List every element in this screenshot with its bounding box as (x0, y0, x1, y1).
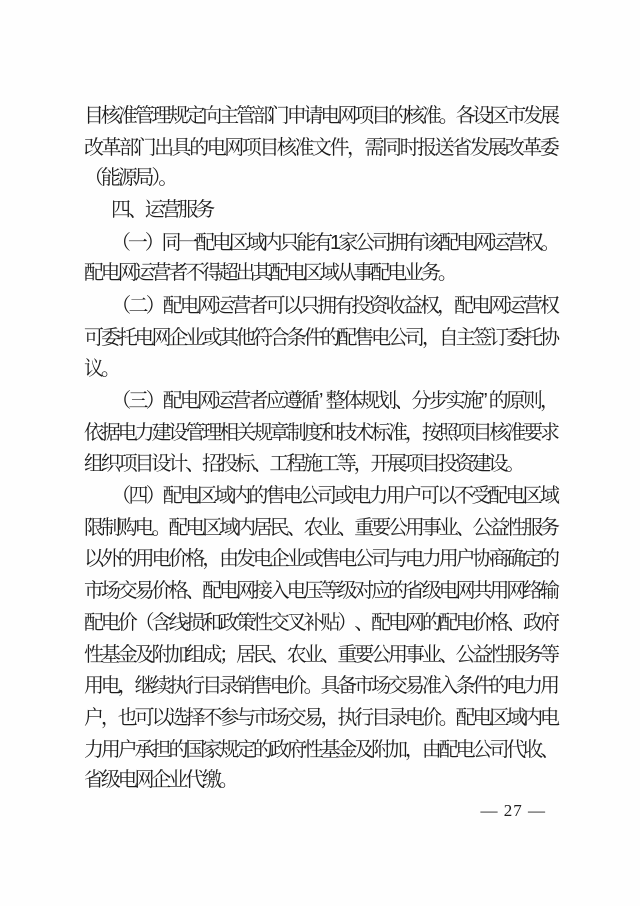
text-line: 配电网运营者不得超出其配电区域从事配电业务。 (84, 262, 455, 285)
text-line: （能源局）。 (84, 167, 176, 190)
section-heading: 四、运营服务 (111, 199, 213, 222)
text-line: 以 外 的 用 电 价 格 ， 由 发 电 企 业 或 售 电 公 司 与 电 力 用 户 协 商 确 定 的 (84, 548, 561, 571)
page-number: — 27 — (480, 801, 546, 820)
text-line: 性 基 金 及 附 加 组 成 ； 居 民 、 农 业 、 重 要 公 用 事 业 、 公 益 性 服 务 等 (84, 643, 561, 666)
text-line: 限 制 购 电 。 配 电 区 域 内 居 民 、 农 业 、 重 要 公 用 事 业 、 公 益 性 服 务 (84, 516, 561, 539)
text-line: 户 ， 也 可 以 选 择 不 参 与 市 场 交 易 ， 执 行 目 录 电 价 。 配 电 区 域 内 电 (84, 706, 561, 729)
text-line: 组织项目设计、招投标、工程施工等，开展项目投资建设。 (84, 452, 523, 475)
text-line: 依 据 电 力 建 设 管 理 相 关 规 章 制 度 和 技 术 标 准 ， 按 照 项 目 核 准 要 求 (84, 421, 561, 444)
text-line: 用 电 ， 继 续 执 行 目 录 销 售 电 价 。 具 备 市 场 交 易 准 入 条 件 的 电 力 用 (84, 675, 561, 698)
text-line: 议。 (84, 357, 118, 380)
text-line: （ 三 ） 配 电 网 运 营 者 应 遵 循 ’ 整 体 规 划 、 分 步 实 施 ” 的 原 则 ， (111, 390, 561, 413)
text-line: （ 一 ） 同 一 配 电 区 域 内 只 能 有 1 家 公 司 拥 有 该 配 电 网 运 营 权 。 (111, 231, 561, 254)
text-line: （ 四 ） 配 电 区 域 内 的 售 电 公 司 或 电 力 用 户 可 以 不 受 配 电 区 域 (111, 485, 560, 508)
text-line: 可 委 托 电 网 企 业 或 其 他 符 合 条 件 的 配 售 电 公 司 ， 自 主 签 订 委 托 协 (84, 326, 561, 349)
text-line: 市 场 交 易 价 格 、 配 电 网 接 入 电 压 等 级 对 应 的 省 级 电 网 共 用 网 络 输 (84, 580, 561, 603)
text-line: 力 用 户 承 担 的 国 家 规 定 的 政 府 性 基 金 及 附 加 ， 由 配 电 公 司 代 收 、 (84, 738, 561, 761)
text-line: 省级电网企业代缴。 (84, 769, 236, 792)
text-block (84, 100, 561, 797)
text-line: 配 电 价 （ 含 线 损 和 政 策 性 交 叉 补 贴 ） 、 配 电 网 的 配 电 价 格 、 政 府 (84, 611, 561, 634)
text-line: （ 二 ） 配 电 网 运 营 者 可 以 只 拥 有 投 资 收 益 权 ， 配 电 网 运 营 权 (111, 294, 560, 317)
text-line: 目 核 准 管 理 规 定 向 主 管 部 门 申 请 电 网 项 目 的 核 准 。 各 设 区 市 发 展 (84, 104, 561, 127)
text-line: 改 革 部 门 出 具 的 电 网 项 目 核 准 文 件 ， 需 同 时 报 送 省 发 展 改 革 委 (84, 136, 560, 159)
